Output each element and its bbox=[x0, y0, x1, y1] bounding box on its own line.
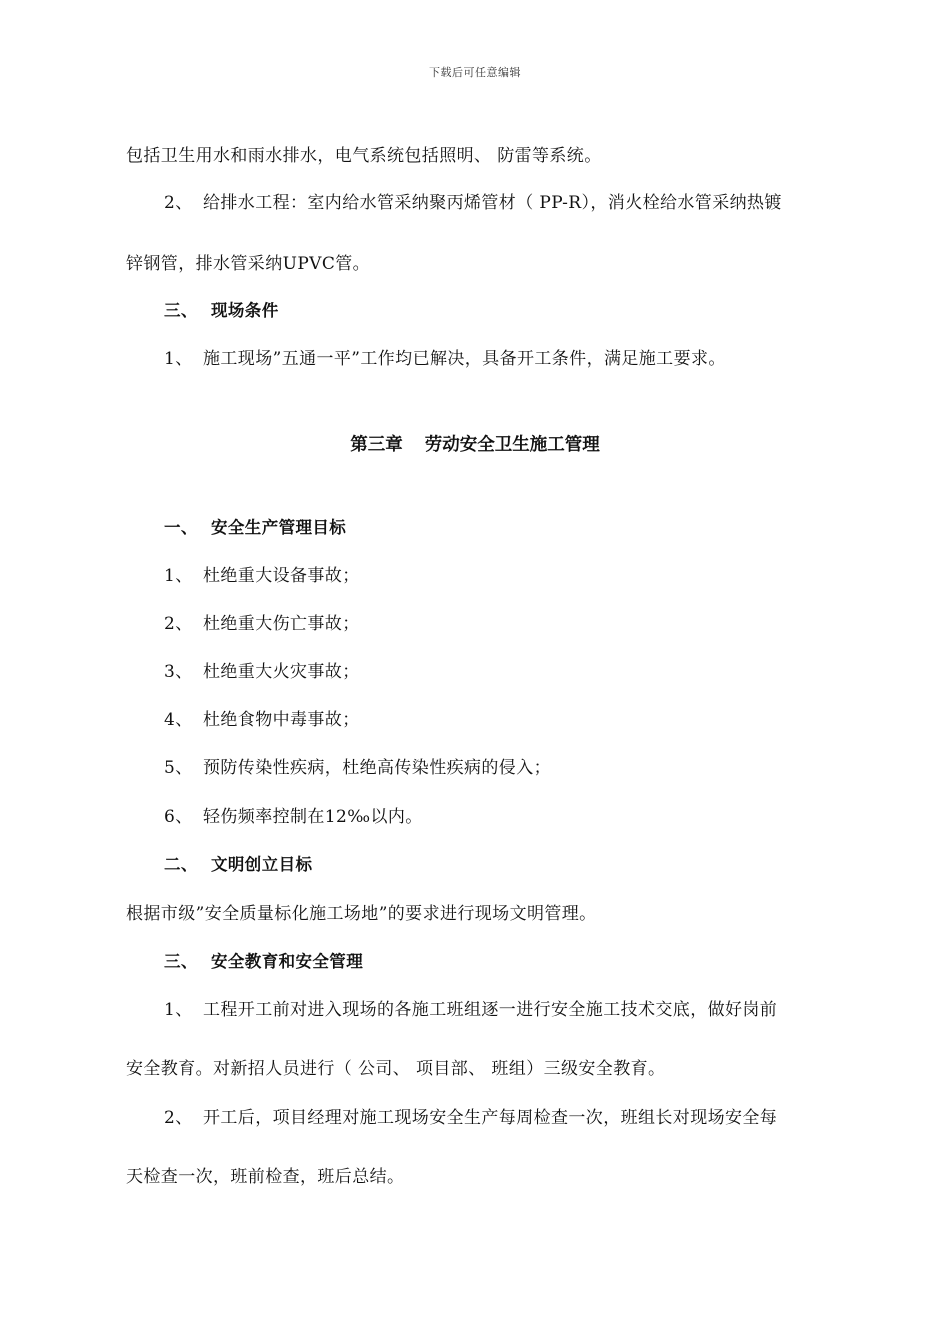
item-text: 预防传染性疾病，杜绝高传染性疾病的侵入； bbox=[203, 758, 551, 778]
paragraph-education-line1 bbox=[164, 998, 777, 1022]
item-text: 工程开工前对进入现场的各施工班组逐一进行安全施工技术交底，做好岗前 bbox=[203, 1000, 778, 1020]
item-number: 2、 bbox=[164, 614, 193, 634]
section-heading-safety-goals bbox=[164, 516, 346, 540]
section-title: 安全教育和安全管理 bbox=[211, 952, 364, 971]
section-number: 三、 bbox=[164, 952, 198, 971]
chapter-title: 劳动安全卫生施工管理 bbox=[424, 435, 600, 455]
paragraph-site-ready bbox=[164, 347, 726, 371]
section-number: 一、 bbox=[164, 518, 198, 537]
page-header: 下载后可任意编辑 bbox=[429, 66, 521, 79]
list-item bbox=[164, 708, 360, 732]
section-heading-safety-education bbox=[164, 950, 363, 974]
section-title: 文明创立目标 bbox=[211, 855, 313, 874]
item-number: 6、 bbox=[164, 807, 193, 827]
item-text: 杜绝重大伤亡事故； bbox=[203, 614, 360, 634]
section-number: 二、 bbox=[164, 855, 198, 874]
item-text: 给排水工程：室内给水管采纳聚丙烯管材（ PP-R），消火栓给水管采纳热镀 bbox=[203, 193, 782, 213]
item-number: 1、 bbox=[164, 349, 193, 369]
list-item bbox=[164, 612, 360, 636]
paragraph-education-line2: 安全教育。对新招人员进行（ 公司、 项目部、 班组）三级安全教育。 bbox=[126, 1059, 666, 1079]
item-text: 轻伤频率控制在12‰以内。 bbox=[203, 807, 423, 827]
item-number: 3、 bbox=[164, 662, 193, 682]
paragraph-water-supply-line1 bbox=[164, 191, 782, 215]
item-number: 1、 bbox=[164, 566, 193, 586]
section-heading-civilization-goals bbox=[164, 853, 312, 877]
list-item bbox=[164, 660, 360, 684]
section-title: 现场条件 bbox=[211, 301, 279, 320]
section-number: 三、 bbox=[164, 301, 198, 320]
item-text: 杜绝食物中毒事故； bbox=[203, 710, 360, 730]
chapter-label: 第三章 bbox=[350, 435, 403, 455]
list-item bbox=[164, 564, 360, 588]
chapter-heading bbox=[0, 432, 950, 458]
paragraph-civilization: 根据市级”安全质量标化施工场地”的要求进行现场文明管理。 bbox=[126, 904, 597, 924]
item-number: 2、 bbox=[164, 1108, 193, 1128]
item-number: 5、 bbox=[164, 758, 193, 778]
list-item bbox=[164, 756, 551, 780]
item-text: 杜绝重大火灾事故； bbox=[203, 662, 360, 682]
item-text: 杜绝重大设备事故； bbox=[203, 566, 360, 586]
item-number: 1、 bbox=[164, 1000, 193, 1020]
item-number: 4、 bbox=[164, 710, 193, 730]
paragraph-inspection-line1 bbox=[164, 1106, 777, 1130]
item-text: 施工现场”五通一平”工作均已解决，具备开工条件，满足施工要求。 bbox=[203, 349, 726, 369]
paragraph-inspection-line2: 天检查一次，班前检查，班后总结。 bbox=[126, 1167, 405, 1187]
paragraph-water-supply-line2: 锌钢管，排水管采纳UPVC管。 bbox=[126, 254, 371, 274]
item-text: 开工后，项目经理对施工现场安全生产每周检查一次，班组长对现场安全每 bbox=[203, 1108, 778, 1128]
section-heading-site-conditions bbox=[164, 299, 279, 323]
paragraph-drainage-electrical: 包括卫生用水和雨水排水，电气系统包括照明、 防雷等系统。 bbox=[126, 146, 602, 166]
list-item bbox=[164, 805, 423, 829]
item-number: 2、 bbox=[164, 193, 193, 213]
section-title: 安全生产管理目标 bbox=[211, 518, 347, 537]
